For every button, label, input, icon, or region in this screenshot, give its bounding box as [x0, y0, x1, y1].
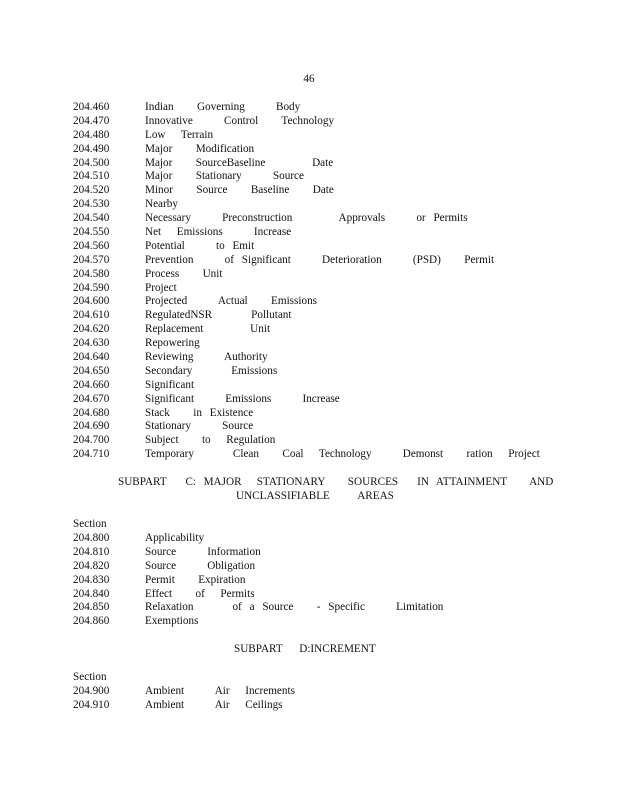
toc-row [73, 685, 593, 699]
section-title: RegulatedNSR Pollutant [145, 309, 292, 322]
section-title: Exemptions [145, 615, 199, 628]
section-title: Permit Expiration [145, 573, 246, 586]
section-title: Low Terrain [145, 128, 214, 141]
section-number: 204.800 [73, 532, 110, 544]
section-title: Net Emissions Increase [145, 226, 292, 239]
toc-row [73, 198, 593, 212]
toc-row [73, 420, 593, 434]
toc-row [73, 170, 593, 184]
section-title: Secondary Emissions [145, 364, 278, 377]
section-title: Reviewing Authority [145, 351, 268, 364]
section-number: 204.580 [73, 267, 110, 280]
section-title: Source Obligation [145, 559, 256, 572]
page-number: 46 [303, 73, 315, 85]
toc-row [73, 295, 593, 309]
section-number: 204.700 [73, 434, 110, 447]
section-title: Prevention of Significant Deterioration (PSD) Permit [145, 253, 495, 266]
section-title: Nearby [145, 198, 178, 211]
section-title: Stationary Source [145, 420, 254, 433]
toc-row [73, 129, 593, 143]
section-number: 204.490 [73, 142, 110, 155]
toc-row [73, 601, 593, 615]
section-title: Potential to Emit [145, 239, 255, 252]
toc-list-subpart-c [73, 532, 593, 629]
toc-row [73, 365, 593, 379]
section-number: 204.670 [73, 392, 110, 405]
section-number: 204.840 [73, 587, 110, 600]
subpart-c-heading-line1: SUBPART C: MAJOR STATIONARY SOURCES IN ATTAINMENT AND [118, 476, 554, 488]
toc-row [73, 560, 593, 574]
section-title: Significant Emissions Increase [145, 392, 340, 405]
section-number: 204.480 [73, 128, 110, 141]
section-title: Applicability [145, 532, 205, 544]
section-title: Source Information [145, 545, 261, 558]
toc-row [73, 143, 593, 157]
toc-row [73, 351, 593, 365]
toc-row [73, 268, 593, 282]
section-number: 204.500 [73, 156, 110, 169]
section-number: 204.470 [73, 114, 110, 127]
section-number: 204.540 [73, 212, 110, 225]
section-title: Innovative Control Technology [145, 114, 335, 127]
toc-row [73, 532, 593, 546]
toc-row [73, 115, 593, 129]
section-title: Process Unit [145, 267, 223, 280]
toc-row [73, 588, 593, 602]
toc-row [73, 337, 593, 351]
section-title: Repowering [145, 337, 200, 350]
subpart-d-heading: SUBPART D:INCREMENT [234, 643, 376, 655]
section-title: Replacement Unit [145, 323, 271, 336]
toc-list-subpart-d [73, 685, 593, 713]
toc-row [73, 546, 593, 560]
toc-row [73, 282, 593, 296]
section-title: Project [145, 281, 177, 294]
section-number: 204.910 [73, 698, 110, 711]
section-title: Ambient Air Ceilings [145, 698, 283, 711]
section-number: 204.570 [73, 253, 110, 266]
section-number: 204.550 [73, 226, 110, 239]
section-number: 204.630 [73, 337, 110, 350]
toc-row [73, 448, 593, 462]
toc-row [73, 323, 593, 337]
section-title: Ambient Air Increments [145, 685, 295, 697]
section-title: Subject to Regulation [145, 434, 276, 447]
toc-row [73, 309, 593, 323]
toc-row [73, 254, 593, 268]
section-label: Section [73, 518, 107, 530]
section-label: Section [73, 671, 107, 683]
section-number: 204.560 [73, 239, 110, 252]
section-number: 204.660 [73, 378, 110, 391]
section-title: Projected Actual Emissions [145, 295, 318, 308]
section-title: Effect of Permits [145, 587, 255, 600]
toc-row [73, 699, 593, 713]
section-title: Minor Source Baseline Date [145, 184, 334, 197]
section-number: 204.710 [73, 448, 110, 461]
section-number: 204.590 [73, 281, 110, 294]
section-title: Temporary Clean Coal Technology Demonst ration Project [145, 448, 540, 461]
section-number: 204.610 [73, 309, 110, 322]
section-number: 204.810 [73, 545, 110, 558]
section-number: 204.830 [73, 573, 110, 586]
section-number: 204.460 [73, 101, 110, 113]
section-number: 204.900 [73, 685, 110, 697]
subpart-c-heading-line2: UNCLASSIFIABLE AREAS [236, 490, 394, 502]
toc-row [73, 615, 593, 629]
section-number: 204.850 [73, 601, 110, 614]
toc-row [73, 226, 593, 240]
section-number: 204.640 [73, 351, 110, 364]
toc-row [73, 407, 593, 421]
section-number: 204.690 [73, 420, 110, 433]
toc-row [73, 101, 593, 115]
toc-list-definitions [73, 101, 593, 462]
section-number: 204.520 [73, 184, 110, 197]
section-title: Stack in Existence [145, 406, 254, 419]
section-number: 204.620 [73, 323, 110, 336]
section-title: Significant [145, 378, 195, 391]
toc-row [73, 184, 593, 198]
section-number: 204.600 [73, 295, 110, 308]
toc-row [73, 574, 593, 588]
section-number: 204.860 [73, 615, 110, 628]
toc-row [73, 240, 593, 254]
toc-row [73, 212, 593, 226]
section-number: 204.650 [73, 364, 110, 377]
section-number: 204.510 [73, 170, 110, 183]
toc-row [73, 379, 593, 393]
toc-row [73, 157, 593, 171]
section-title: Necessary Preconstruction Approvals or Permits [145, 212, 468, 225]
section-title: Indian Governing Body [145, 101, 301, 113]
section-title: Relaxation of a Source - Specific Limitation [145, 601, 444, 614]
section-number: 204.530 [73, 198, 110, 211]
section-number: 204.680 [73, 406, 110, 419]
section-title: Major SourceBaseline Date [145, 156, 334, 169]
section-title: Major Stationary Source [145, 170, 304, 183]
toc-row [73, 434, 593, 448]
section-number: 204.820 [73, 559, 110, 572]
section-title: Major Modification [145, 142, 255, 155]
toc-row [73, 393, 593, 407]
